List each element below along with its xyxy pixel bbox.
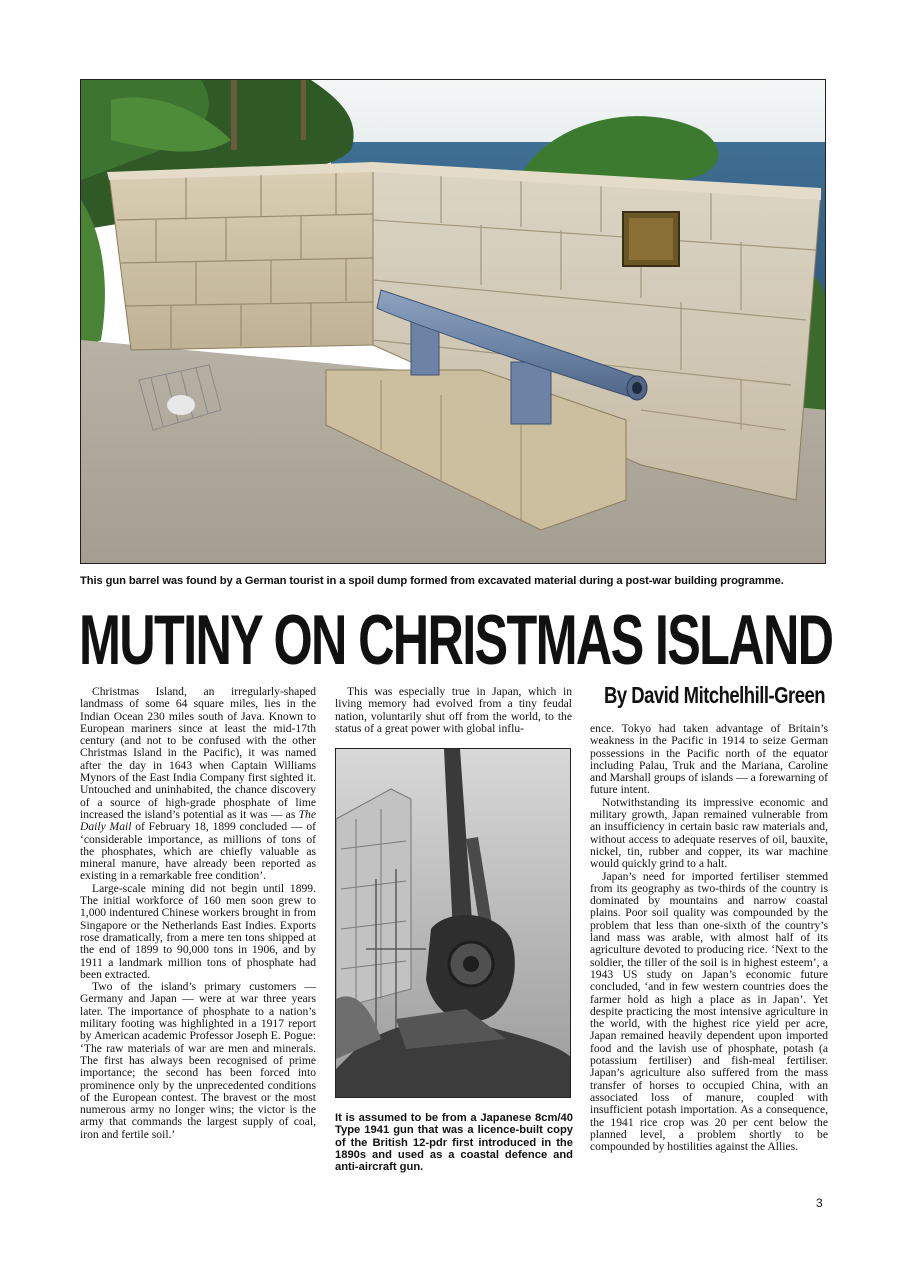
paragraph: Two of the island’s primary customers — Germany and Japan — were at war three years later. The importance of phosphate to a nation’s military footing was highlighted in a 1917 report by American academic Professor Joseph E. Pogue: ‘The raw materials of war are men and minerals. The first has always been recognised of prime importance; the second has been forced into prominence only by the unprecedented conditions of the European contest. The bravest or the most numerous army no longer wins; the victor is the army that commands the largest supply of coal, iron and fertile soil.’: [80, 980, 316, 1141]
article-column-3: [590, 723, 828, 1153]
article-column-2: [335, 686, 572, 735]
paragraph-text: Christmas Island, an irregularly-shaped landmass of some 64 square miles, lies in the Indian Ocean 230 miles south of Java. Known to European mariners since at least the mid-17th century (and not to be confused with the other Christmas Island in the Pacific), it was named after the day in 1643 when Captain Williams Mynors of the East India Company first sighted it. Untouched and uninhabited, the chance discovery of a source of high-grade phosphate of lime increased the island’s potential as it was — as: [80, 685, 316, 821]
paragraph: Japan’s need for imported fertiliser stemmed from its geography as two-thirds of the country is dominated by mountains and narrow coastal plains. Poor soil quality was compounded by the problem that less than one-sixth of the country’s land mass was arable, with almost half of its agriculture devoted to producing rice. ‘Next to the soldier, the tiller of the soil is in highest esteem’, a 1943 US study on Japan’s economic future concluded, ‘and in few western countries does the farmer hold as high a place as in Japan’. Yet despite practicing the most intensive agriculture in the world, with the highest rice yield per acre, Japan remained heavily dependent upon imported food and the lavish use of phosphate, potash (a potassium fertiliser) and fish-meal fertiliser. Japan’s agriculture also suffered from the mass transfer of horses to occupied China, with an associated loss of manure, coupled with insufficient potash importation. As a consequence, the 1941 rice crop was 20 per cent below the planned level, a problem shortly to be compounded by hostilities against the Allies.: [590, 869, 828, 1154]
paragraph-text: of February 18, 1899 concluded — of ‘considerable importance, as millions of tons of the phosphates, which are chiefly valuable as mineral manure, have already been reported as existing in a remarkable free condition’.: [80, 820, 316, 883]
newspaper-title: The Daily Mail: [80, 807, 316, 834]
paragraph: Large-scale mining did not begin until 1899. The initial workforce of 160 men soon grew to 1,000 indentured Chinese workers brought in from Singapore or the Netherlands East Indies. Exports rose dramatically, from a mere ten tons shipped at the end of 1899 to 90,000 tons in 1906, and by 1911 a landmark million tons of phosphate had been extracted.: [80, 881, 316, 981]
gun-memorial-photo: [80, 79, 826, 564]
gun-memorial-illustration: [81, 80, 826, 564]
archival-gun-illustration: [336, 749, 571, 1098]
paragraph: Notwithstanding its impressive economic and military growth, Japan remained vulnerable from an insufficiency in certain basic raw materials and, without access to adequate reserves of oil, bauxite, nickel, tin, rubber and copper, its war machine would quickly grind to a halt.: [590, 795, 828, 871]
archival-photo-caption: It is assumed to be from a Japanese 8cm/40 Type 1941 gun that was a licence-built copy of the British 12-pdr first introduced in the 1890s and used as a coastal defence and anti-aircraft gun.: [335, 1112, 573, 1174]
author-byline: By David Mitchelhill-Green: [604, 682, 826, 709]
paragraph: This was especially true in Japan, which in living memory had evolved from a tiny feudal nation, voluntarily shut off from the world, to the status of a great power with global influ-: [335, 685, 572, 735]
photo-caption: This gun barrel was found by a German tourist in a spoil dump formed from excavated material during a post-war building programme.: [80, 575, 784, 587]
page-number: 3: [816, 1196, 823, 1210]
paragraph: [80, 686, 316, 883]
archival-gun-photo: [335, 748, 571, 1098]
paragraph: ence. Tokyo had taken advantage of Britain’s weakness in the Pacific in 1914 to seize German possessions in the Pacific north of the equator including Palau, Truk and the Mariana, Caroline and Marshall groups of islands — a forewarning of future intent.: [590, 722, 828, 797]
article-column-1: [80, 686, 316, 1141]
article-headline: MUTINY ON CHRISTMAS ISLAND: [79, 600, 833, 680]
